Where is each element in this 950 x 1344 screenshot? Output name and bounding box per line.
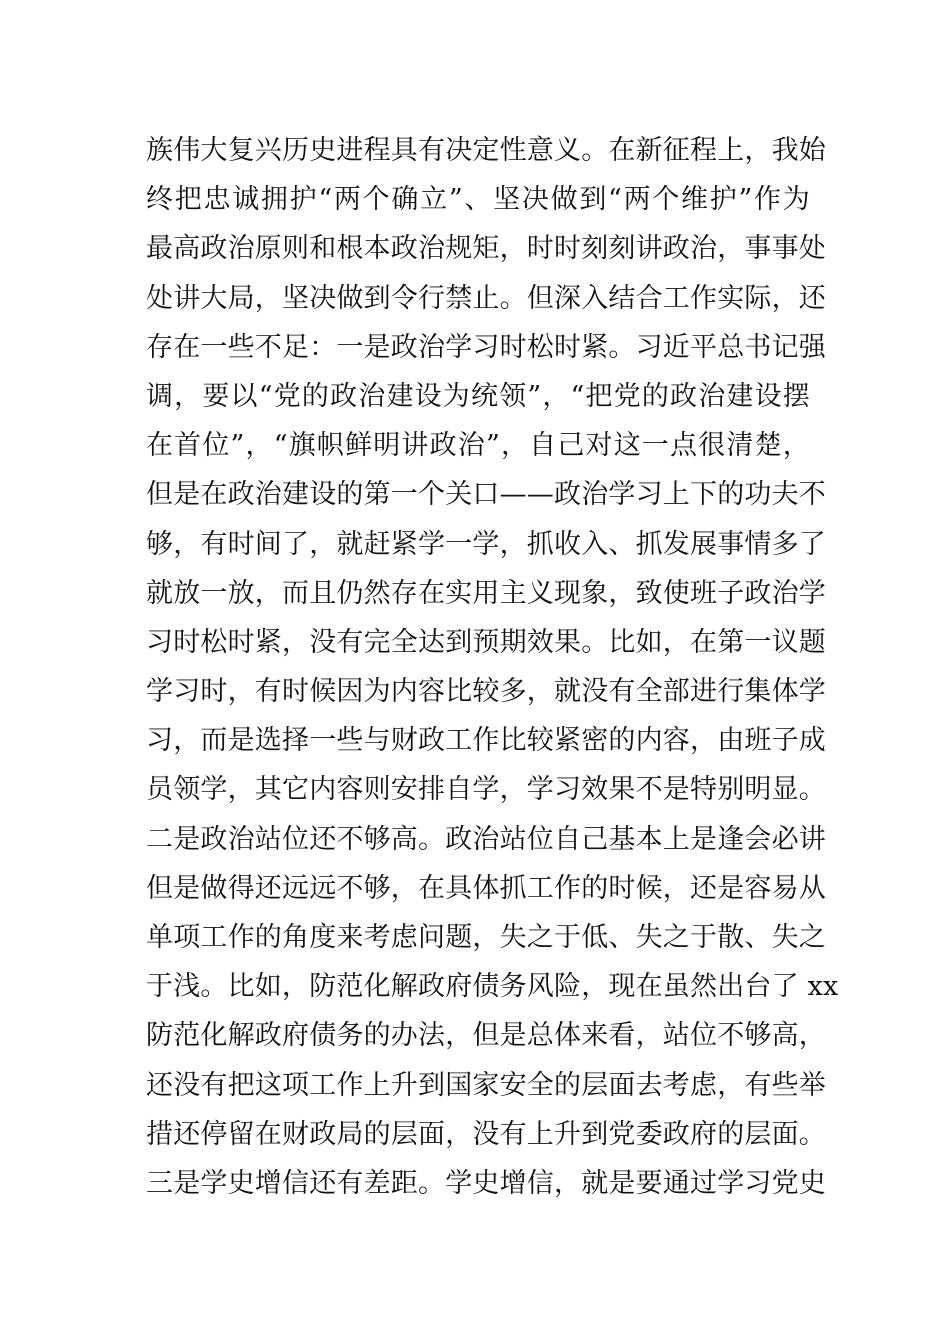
text-line: 最高政治原则和根本政治规矩，时时刻刻讲政治，事事处 <box>146 233 826 265</box>
text-line: 单项工作的角度来考虑问题，失之于低、失之于散、失之 <box>146 922 826 953</box>
text-line: 就放一放，而且仍然存在实用主义现象，致使班子政治学 <box>146 577 826 609</box>
text-line: 够，有时间了，就赶紧学一学，抓收入、抓发展事情多了 <box>146 528 826 560</box>
text-line: 但是做得还远远不够，在具体抓工作的时候，还是容易从 <box>146 872 826 904</box>
text-line: 族伟大复兴历史进程具有决定性意义。在新征程上，我始 <box>146 135 826 166</box>
text-line: 存在一些不足：一是政治学习时松时紧。习近平总书记强 <box>146 331 826 363</box>
text-line: 调，要以“党的政治建设为统领”，“把党的政治建设摆 <box>146 380 810 412</box>
text-line: 学习时，有时候因为内容比较多，就没有全部进行集体学 <box>146 676 826 708</box>
text-line: 终把忠诚拥护“两个确立”、坚决做到“两个维护”作为 <box>146 184 810 216</box>
text-line: 三是学史增信还有差距。学史增信，就是要通过学习党史 <box>146 1167 826 1199</box>
body-text <box>146 126 839 1208</box>
text-line: 防范化解政府债务的办法，但是总体来看，站位不够高， <box>146 1020 826 1052</box>
text-line: 措还停留在财政局的层面，没有上升到党委政府的层面。 <box>146 1118 826 1150</box>
text-line: 员领学，其它内容则安排自学，学习效果不是特别明显。 <box>146 774 826 806</box>
text-line: 习，而是选择一些与财政工作比较紧密的内容，由班子成 <box>146 725 826 757</box>
text-line: 但是在政治建设的第一个关口——政治学习上下的功夫不 <box>146 479 826 511</box>
text-line: 处讲大局，坚决做到令行禁止。但深入结合工作实际，还 <box>146 282 826 314</box>
text-line: 二是政治站位还不够高。政治站位自己基本上是逢会必讲 <box>146 823 826 855</box>
text-line: 在首位”，“旗帜鲜明讲政治”，自己对这一点很清楚， <box>146 430 810 462</box>
text-line: 还没有把这项工作上升到国家安全的层面去考虑，有些举 <box>146 1069 826 1101</box>
text-line: 于浅。比如，防范化解政府债务风险，现在虽然出台了 xx <box>146 971 839 1003</box>
text-line: 习时松时紧，没有完全达到预期效果。比如，在第一议题 <box>146 626 826 658</box>
